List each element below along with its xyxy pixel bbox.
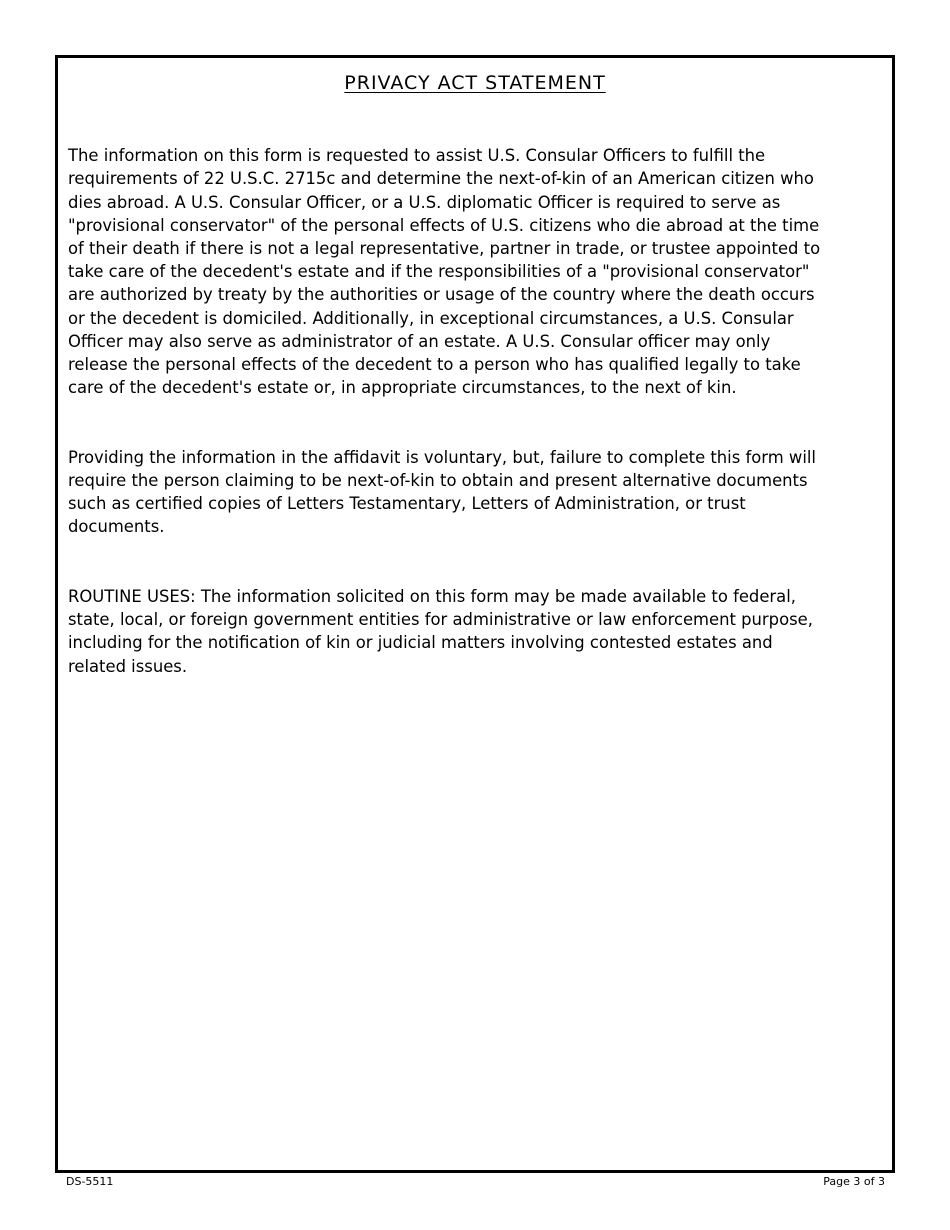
paragraph-purpose: The information on this form is requested to assist U.S. Consular Officers to fulfill the requirements of 22 U.S.C. 2715c and determine the next-of-kin of an American citizen who dies abroad. A U.S. Consular Officer, or a U.S. diplomatic Officer is required to serve as "provisional conservator" of the personal effects of U.S. citizens who die abroad at the time of their death if there is not a legal representative, partner in trade, or trustee appointed to take care of the decedent's estate and if the responsibilities of a "provisional conservator" are authorized by treaty by the authorities or usage of the country where the death occurs or the decedent is domiciled. Additionally, in exceptional circumstances, a U.S. Consular Officer may also serve as administrator of an estate. A U.S. Consular officer may only release the personal effects of the decedent to a person who has qualified legally to take care of the decedent's estate or, in appropriate circumstances, to the next of kin.	[68, 146, 821, 398]
page-title	[58, 71, 892, 95]
paragraph-routine-uses: ROUTINE USES: The information solicited on this form may be made available to federal, state, local, or foreign government entities for administrative or law enforcement purpose, including for the notification of kin or judicial matters involving contested estates and related issues.	[68, 587, 813, 676]
page-border-frame	[55, 55, 895, 1173]
page-number: Page 3 of 3	[823, 1175, 885, 1188]
statement-body	[68, 121, 884, 724]
form-number: DS-5511	[66, 1175, 114, 1188]
privacy-act-heading: PRIVACY ACT STATEMENT	[344, 72, 606, 94]
paragraph-voluntary: Providing the information in the affidavit is voluntary, but, failure to complete this form will require the person claiming to be next-of-kin to obtain and present alternative documents such as certified copies of Letters Testamentary, Letters of Administration, or trust documents.	[68, 447, 816, 537]
